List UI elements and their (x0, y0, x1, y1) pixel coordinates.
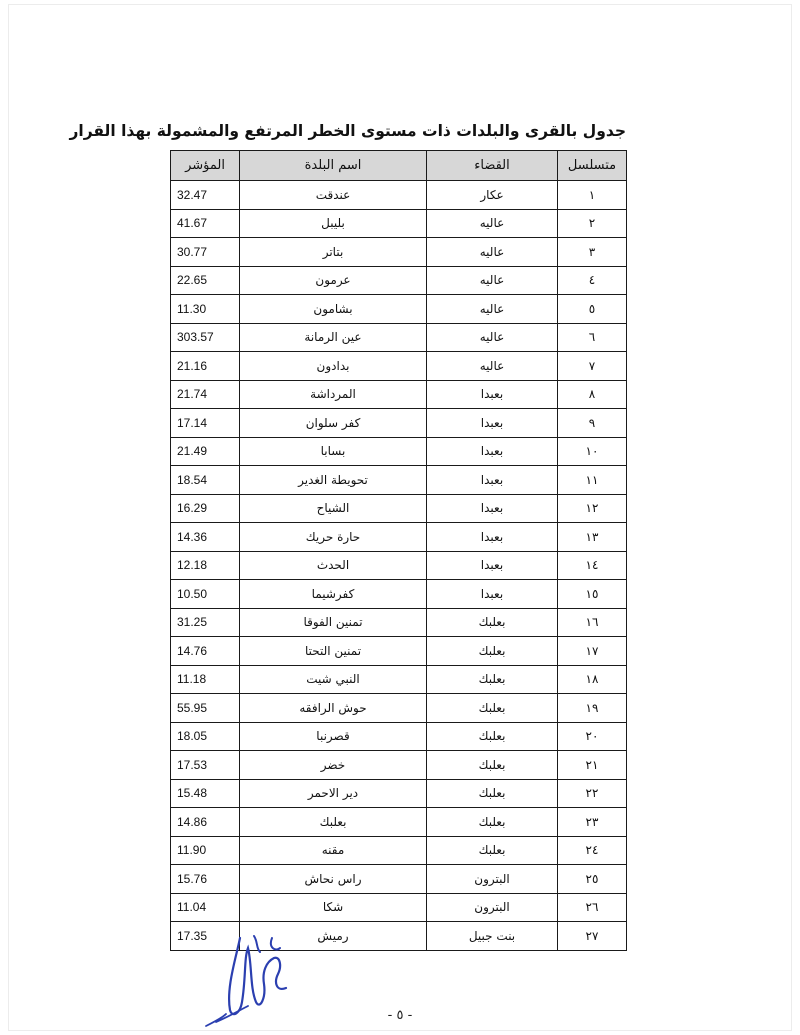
district-cell: بعبدا (427, 494, 558, 523)
town-cell: شكا (240, 893, 427, 922)
index-cell: 11.30 (171, 295, 240, 324)
risk-table (170, 150, 627, 951)
serial-cell: ٧ (558, 352, 627, 381)
index-cell: 32.47 (171, 181, 240, 210)
table-row (171, 494, 627, 523)
serial-cell: ١٥ (558, 580, 627, 609)
town-cell: رميش (240, 922, 427, 951)
town-cell: راس نحاش (240, 865, 427, 894)
table-row (171, 523, 627, 552)
district-cell: بعبدا (427, 523, 558, 552)
table-row (171, 722, 627, 751)
town-cell: الشياح (240, 494, 427, 523)
page-number: - ٥ - (387, 1008, 413, 1023)
district-cell: بعلبك (427, 694, 558, 723)
district-cell: عاليه (427, 352, 558, 381)
table-row (171, 323, 627, 352)
serial-cell: ١٦ (558, 608, 627, 637)
serial-cell: ١٩ (558, 694, 627, 723)
table-row (171, 637, 627, 666)
district-cell: بعبدا (427, 551, 558, 580)
serial-cell: ٣ (558, 238, 627, 267)
town-cell: خضر (240, 751, 427, 780)
district-cell: بعبدا (427, 466, 558, 495)
index-cell: 30.77 (171, 238, 240, 267)
district-cell: بعبدا (427, 437, 558, 466)
index-cell: 15.48 (171, 779, 240, 808)
town-cell: كفرشيما (240, 580, 427, 609)
town-cell: حارة حريك (240, 523, 427, 552)
index-cell: 12.18 (171, 551, 240, 580)
index-cell: 17.35 (171, 922, 240, 951)
town-cell: عندقت (240, 181, 427, 210)
town-cell: الحدث (240, 551, 427, 580)
town-cell: بشامون (240, 295, 427, 324)
index-cell: 21.16 (171, 352, 240, 381)
index-cell: 31.25 (171, 608, 240, 637)
table-row (171, 380, 627, 409)
town-cell: تمنين الفوقا (240, 608, 427, 637)
table-row (171, 865, 627, 894)
town-cell: عرمون (240, 266, 427, 295)
serial-cell: ٥ (558, 295, 627, 324)
serial-cell: ٢٣ (558, 808, 627, 837)
district-cell: بعلبك (427, 637, 558, 666)
table-row (171, 694, 627, 723)
page-title: جدول بالقرى والبلدات ذات مستوى الخطر المرتفع والمشمولة بهذا القرار (69, 122, 626, 140)
index-cell: 21.49 (171, 437, 240, 466)
table-row (171, 238, 627, 267)
serial-cell: ١٨ (558, 665, 627, 694)
town-cell: النبي شيت (240, 665, 427, 694)
index-cell: 14.86 (171, 808, 240, 837)
town-cell: تمنين التحتا (240, 637, 427, 666)
district-cell: بعلبك (427, 836, 558, 865)
table-row (171, 580, 627, 609)
town-cell: قصرنبا (240, 722, 427, 751)
table-row (171, 437, 627, 466)
index-cell: 11.18 (171, 665, 240, 694)
index-cell: 18.05 (171, 722, 240, 751)
index-cell: 14.36 (171, 523, 240, 552)
town-cell: دير الاحمر (240, 779, 427, 808)
table-row (171, 608, 627, 637)
district-cell: بعبدا (427, 380, 558, 409)
district-cell: بعبدا (427, 409, 558, 438)
serial-cell: ١١ (558, 466, 627, 495)
district-cell: عاليه (427, 209, 558, 238)
serial-cell: ٨ (558, 380, 627, 409)
town-cell: المرداشة (240, 380, 427, 409)
header-town: اسم البلدة (240, 151, 427, 181)
table-row (171, 466, 627, 495)
town-cell: كفر سلوان (240, 409, 427, 438)
town-cell: بليبل (240, 209, 427, 238)
header-index: المؤشر (171, 151, 240, 181)
index-cell: 55.95 (171, 694, 240, 723)
table-row (171, 665, 627, 694)
serial-cell: ٢٥ (558, 865, 627, 894)
serial-cell: ١٠ (558, 437, 627, 466)
table-row (171, 295, 627, 324)
serial-cell: ٢٠ (558, 722, 627, 751)
serial-cell: ٦ (558, 323, 627, 352)
district-cell: البترون (427, 865, 558, 894)
table-row (171, 751, 627, 780)
town-cell: بدادون (240, 352, 427, 381)
serial-cell: ١ (558, 181, 627, 210)
table-row (171, 808, 627, 837)
district-cell: بعلبك (427, 722, 558, 751)
table-row (171, 352, 627, 381)
table-row (171, 266, 627, 295)
serial-cell: ٢٤ (558, 836, 627, 865)
district-cell: عكار (427, 181, 558, 210)
serial-cell: ٤ (558, 266, 627, 295)
table-row (171, 409, 627, 438)
signature-image (196, 918, 316, 1028)
table-row (171, 551, 627, 580)
town-cell: تحويطة الغدير (240, 466, 427, 495)
district-cell: البترون (427, 893, 558, 922)
index-cell: 22.65 (171, 266, 240, 295)
table-row (171, 209, 627, 238)
index-cell: 303.57 (171, 323, 240, 352)
serial-cell: ٢ (558, 209, 627, 238)
town-cell: عين الرمانة (240, 323, 427, 352)
district-cell: بعلبك (427, 779, 558, 808)
district-cell: بعلبك (427, 751, 558, 780)
district-cell: بعبدا (427, 580, 558, 609)
serial-cell: ٩ (558, 409, 627, 438)
index-cell: 10.50 (171, 580, 240, 609)
table-row (171, 836, 627, 865)
district-cell: عاليه (427, 323, 558, 352)
district-cell: عاليه (427, 266, 558, 295)
town-cell: مقنه (240, 836, 427, 865)
header-district: القضاء (427, 151, 558, 181)
serial-cell: ٢٢ (558, 779, 627, 808)
district-cell: عاليه (427, 295, 558, 324)
district-cell: عاليه (427, 238, 558, 267)
town-cell: بعلبك (240, 808, 427, 837)
serial-cell: ٢٦ (558, 893, 627, 922)
index-cell: 18.54 (171, 466, 240, 495)
district-cell: بعلبك (427, 808, 558, 837)
index-cell: 11.90 (171, 836, 240, 865)
serial-cell: ٢١ (558, 751, 627, 780)
town-cell: حوش الرافقه (240, 694, 427, 723)
district-cell: بعلبك (427, 608, 558, 637)
index-cell: 17.14 (171, 409, 240, 438)
table-row (171, 779, 627, 808)
table-row (171, 181, 627, 210)
town-cell: بسابا (240, 437, 427, 466)
index-cell: 14.76 (171, 637, 240, 666)
district-cell: بعلبك (427, 665, 558, 694)
serial-cell: ٢٧ (558, 922, 627, 951)
index-cell: 21.74 (171, 380, 240, 409)
district-cell: بنت جبيل (427, 922, 558, 951)
town-cell: بتاتر (240, 238, 427, 267)
serial-cell: ١٣ (558, 523, 627, 552)
index-cell: 16.29 (171, 494, 240, 523)
index-cell: 11.04 (171, 893, 240, 922)
serial-cell: ١٢ (558, 494, 627, 523)
serial-cell: ١٧ (558, 637, 627, 666)
table-body (171, 181, 627, 951)
index-cell: 41.67 (171, 209, 240, 238)
header-serial: متسلسل (558, 151, 627, 181)
serial-cell: ١٤ (558, 551, 627, 580)
table-header-row (171, 151, 627, 181)
index-cell: 15.76 (171, 865, 240, 894)
index-cell: 17.53 (171, 751, 240, 780)
